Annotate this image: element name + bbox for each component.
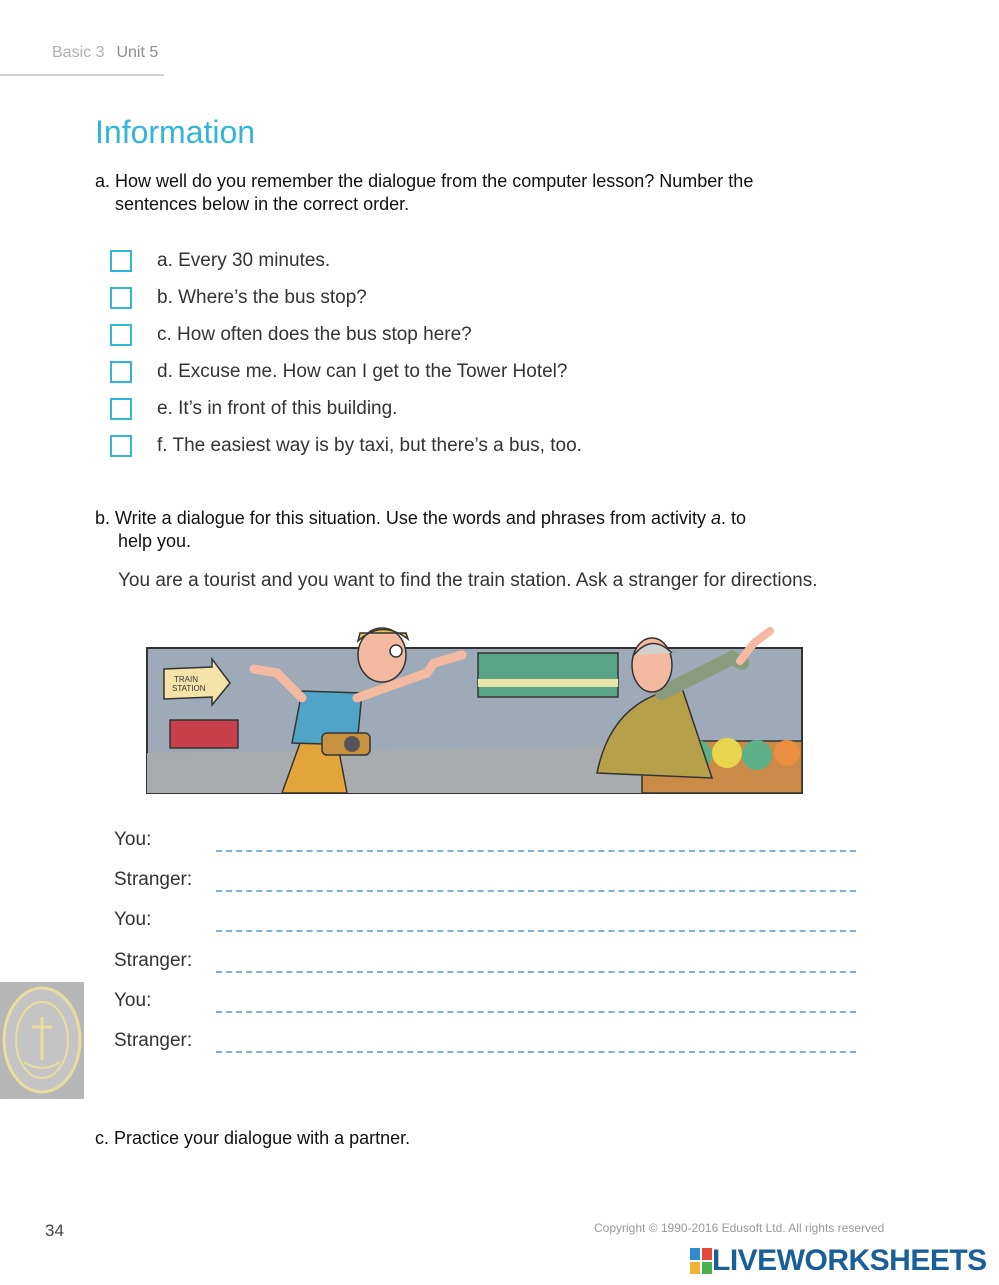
dialogue-input[interactable] xyxy=(216,908,856,932)
list-item xyxy=(110,390,582,427)
university-seal-watermark xyxy=(0,982,84,1099)
order-answer-box[interactable] xyxy=(110,287,132,309)
option-text: d. Excuse me. How can I get to the Tower Hotel? xyxy=(157,360,568,382)
green-window xyxy=(478,653,618,697)
list-item xyxy=(110,427,582,464)
activity-b-prompt-em: a xyxy=(710,508,721,528)
list-item xyxy=(110,316,582,353)
speaker-label: You: xyxy=(114,909,152,931)
activity-b-prompt xyxy=(95,507,885,553)
activity-a-prompt-line1: a. How well do you remember the dialogue from the computer lesson? Number the xyxy=(95,171,754,191)
situation-text: You are a tourist and you want to find the train station. Ask a stranger for directions. xyxy=(118,570,818,591)
order-answer-box[interactable] xyxy=(110,324,132,346)
activity-b-prompt-start: b. Write a dialogue for this situation. Use the words and phrases from activity xyxy=(95,508,711,528)
book-label: Basic 3 xyxy=(52,44,105,61)
order-answer-box[interactable] xyxy=(110,398,132,420)
dialogue-input[interactable] xyxy=(216,828,856,852)
cartoon-illustration xyxy=(142,603,832,798)
order-answer-box[interactable] xyxy=(110,435,132,457)
dialogue-form xyxy=(114,820,856,1061)
dialogue-row xyxy=(114,900,856,940)
list-item xyxy=(110,279,582,316)
activity-a-prompt-line2: sentences below in the correct order. xyxy=(115,194,410,214)
activity-a-prompt xyxy=(95,170,875,216)
fruit xyxy=(742,740,772,770)
option-text: e. It’s in front of this building. xyxy=(157,397,398,419)
speaker-label: You: xyxy=(114,989,152,1011)
sign-text-line2: STATION xyxy=(172,684,206,693)
page-header xyxy=(52,44,158,62)
brand-name: LIVEWORKSHEETS xyxy=(712,1244,987,1277)
dialogue-input[interactable] xyxy=(216,989,856,1013)
sign-text-line1: TRAIN xyxy=(174,675,198,684)
dialogue-input[interactable] xyxy=(216,1029,856,1053)
option-text: b. Where’s the bus stop? xyxy=(157,286,367,308)
dialogue-row xyxy=(114,820,856,860)
liveworksheets-logo[interactable] xyxy=(690,1244,987,1278)
dialogue-row xyxy=(114,860,856,900)
option-text: a. Every 30 minutes. xyxy=(157,249,331,271)
page-title: Information xyxy=(95,114,256,150)
list-item xyxy=(110,242,582,279)
fruit xyxy=(774,740,800,766)
order-answer-box[interactable] xyxy=(110,250,132,272)
seal-icon xyxy=(0,982,84,1099)
option-text: c. How often does the bus stop here? xyxy=(157,323,472,345)
activity-b-prompt-end: . to xyxy=(720,508,746,528)
speaker-label: Stranger: xyxy=(114,949,193,971)
speaker-label: Stranger: xyxy=(114,1030,193,1052)
liveworksheets-blocks-icon xyxy=(690,1248,712,1274)
dialogue-row xyxy=(114,981,856,1021)
activity-c-prompt: c. Practice your dialogue with a partner. xyxy=(95,1128,411,1148)
red-bench xyxy=(170,720,238,748)
dialogue-input[interactable] xyxy=(216,868,856,892)
unit-label: Unit 5 xyxy=(116,44,159,61)
dialogue-row xyxy=(114,941,856,981)
speaker-label: You: xyxy=(114,829,152,851)
dialogue-input[interactable] xyxy=(216,949,856,973)
option-text: f. The easiest way is by taxi, but there’s a bus, too. xyxy=(157,434,582,456)
window-stripe xyxy=(478,679,618,687)
fruit xyxy=(712,738,742,768)
ordering-list xyxy=(110,242,582,464)
header-divider xyxy=(0,74,164,76)
order-answer-box[interactable] xyxy=(110,361,132,383)
page-number: 34 xyxy=(45,1221,64,1240)
dialogue-row xyxy=(114,1021,856,1061)
list-item xyxy=(110,353,582,390)
speaker-label: Stranger: xyxy=(114,869,193,891)
copyright-notice: Copyright © 1990-2016 Edusoft Ltd. All rights reserved xyxy=(594,1221,885,1235)
activity-b-prompt-line2: help you. xyxy=(118,531,192,551)
